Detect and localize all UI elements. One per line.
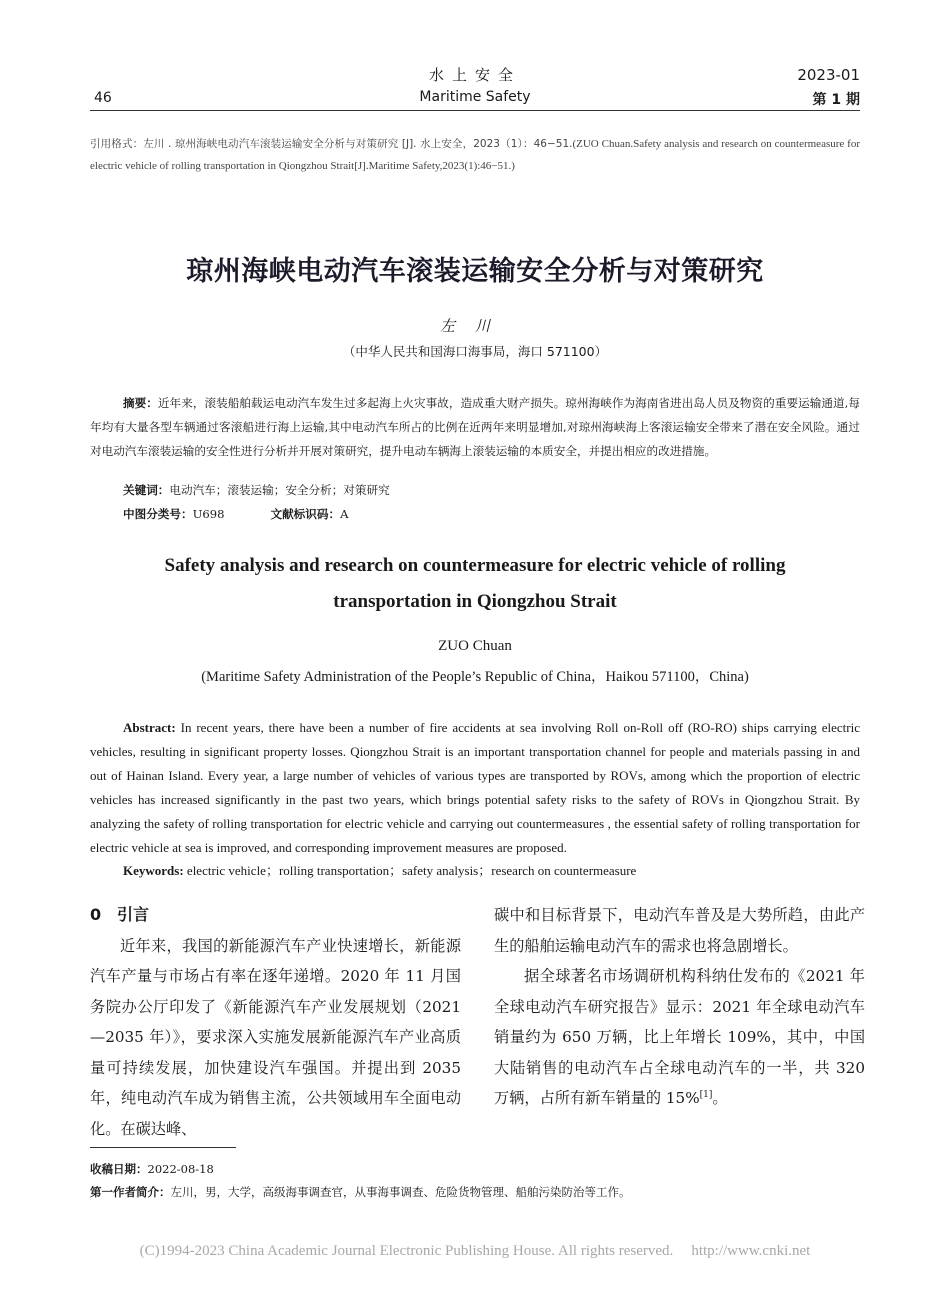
author-bio <box>90 1184 860 1200</box>
body-paragraph-continued: 碳中和目标背景下，电动汽车普及是大势所趋，由此产生的船舶运输电动汽车的需求也将急剧增长。 <box>494 906 865 955</box>
body-paragraph-2 <box>494 961 865 1114</box>
journal-title-cn: 水上安全 <box>428 66 521 84</box>
affiliation-en: (Maritime Safety Administration of the People’s Republic of China，Haikou 571100，China) <box>201 669 749 685</box>
copyright-notice <box>0 1243 950 1260</box>
body-column-left <box>90 900 461 1144</box>
abstract-cn-text: 近年来，滚装船舶载运电动汽车发生过多起海上火灾事故，造成重大财产损失。琼州海峡作为海南省进出岛人员及物资的重要运输通道,每年均有大量各型车辆通过客滚船进行海上运输,其中电动汽车所占的比例在近两年来明显增加,对琼州海峡海上客滚运输安全带来了潜在安全风险。通过对电动汽车滚装运输的安全性进行分析并开展对策研究，提升电动车辆海上滚装运输的本质安全，并提出相应的改进措施。 <box>90 396 860 458</box>
abstract-en-label: Abstract: <box>123 720 176 735</box>
paper-title-en-line2: transportation in Qiongzhou Strait <box>333 591 617 612</box>
citation-format <box>90 133 860 177</box>
received-date <box>90 1161 860 1177</box>
bio-label: 第一作者简介： <box>90 1185 171 1199</box>
clc-label: 中图分类号： <box>123 507 193 521</box>
classification-line <box>123 506 348 522</box>
reference-marker[interactable]: [1] <box>699 1089 713 1100</box>
keywords-cn-label: 关键词： <box>123 483 170 497</box>
body-column-right <box>494 900 865 1114</box>
abstract-cn-label: 摘要： <box>123 396 158 410</box>
body-paragraph-2-text: 据全球著名市场调研机构科纳仕发布的《2021 年全球电动汽车研究报告》显示：2021 年全球电动汽车销量约为 650 万辆，比上年增长 109%，其中，中国大陆销售的电动汽车占全球电动汽车的一半，共 320 万辆，占所有新车销量的 15% <box>494 967 865 1107</box>
section-number: 0 <box>90 905 102 924</box>
citation-text-en: (ZUO Chuan.Safety analysis and research on countermeasure for electric vehicle of rolling transportation in Qiongzhou Strait[J].Maritime Safety,2023(1):46−51.) <box>90 138 860 172</box>
cnki-link[interactable]: http://www.cnki.net <box>691 1243 811 1259</box>
citation-label: 引用格式：左川 . 琼州海峡电动汽车滚装运输安全分析与对策研究 [J]. 水上安全，2023（1）：46−51. <box>90 138 573 150</box>
keywords-cn-text: 电动汽车；滚装运输；安全分析；对策研究 <box>169 483 390 497</box>
paper-title-en-line1: Safety analysis and research on countermeasure for electric vehicle of rolling <box>164 555 786 576</box>
bio-value: 左川，男，大学，高级海事调查官，从事海事调查、危险货物管理、船舶污染防治等工作。 <box>170 1185 631 1199</box>
body-paragraph-2-end: 。 <box>712 1089 728 1107</box>
header-divider <box>90 110 860 111</box>
received-value: 2022-08-18 <box>147 1162 214 1176</box>
paper-title-cn: 琼州海峡电动汽车滚装运输安全分析与对策研究 <box>186 256 764 287</box>
keywords-cn <box>123 482 390 498</box>
issue-year: 2023-01 <box>797 66 860 84</box>
keywords-en <box>123 860 636 879</box>
keywords-en-label: Keywords: <box>123 863 184 878</box>
abstract-en-text: In recent years, there have been a number of fire accidents at sea involving Roll on-Roll off (RO-RO) ships carrying electric vehicles, resulting in significant property losses. Qiongzhou Strait is an important transportation channel for people and materials passing in and out of Hainan Island. Every year, a large number of vehicles of various types are transported by ROVs, among which the proportion of electric vehicles has increased significantly in the past two years, which brings potential safety risks to the safety of ROVs in Qiongzhou Strait. By analyzing the safety of rolling transportation for electric vehicle and carrying out countermeasures , the essential safety of rolling transportation for electric vehicle at sea is improved, and corresponding improvement measures are proposed. <box>90 720 860 855</box>
section-heading <box>90 900 461 931</box>
keywords-en-text: electric vehicle；rolling transportation；safety analysis；research on countermeasure <box>183 863 637 878</box>
clc-value: U698 <box>192 507 225 521</box>
author-cn: 左川 <box>439 317 510 335</box>
abstract-cn <box>90 391 860 463</box>
doc-code-value: A <box>340 507 349 521</box>
affiliation-cn: （中华人民共和国海口海事局，海口 571100） <box>342 344 608 359</box>
abstract-en <box>90 716 860 860</box>
section-title: 引言 <box>117 905 150 924</box>
issue-number: 第 1 期 <box>812 92 860 108</box>
doc-code-label: 文献标识码： <box>270 507 341 521</box>
journal-title-en: Maritime Safety <box>419 89 531 105</box>
copyright-text: (C)1994-2023 China Academic Journal Electronic Publishing House. All rights reserved. <box>139 1243 674 1259</box>
body-paragraph: 近年来，我国的新能源汽车产业快速增长，新能源汽车产量与市场占有率在逐年递增。2020 年 11 月国务院办公厅印发了《新能源汽车产业发展规划（2021—2035 年）》，要求深入实施发展新能源汽车产业高质量可持续发展，加快建设汽车强国。并提出到 2035 年，纯电动汽车成为销售主流，公共领域用车全面电动化。在碳达峰、 <box>90 936 461 1138</box>
author-en: ZUO Chuan <box>438 638 512 654</box>
page-number: 46 <box>94 90 112 106</box>
footnote-divider <box>90 1147 236 1148</box>
paper-title-en <box>0 548 950 620</box>
received-label: 收稿日期： <box>90 1162 148 1176</box>
